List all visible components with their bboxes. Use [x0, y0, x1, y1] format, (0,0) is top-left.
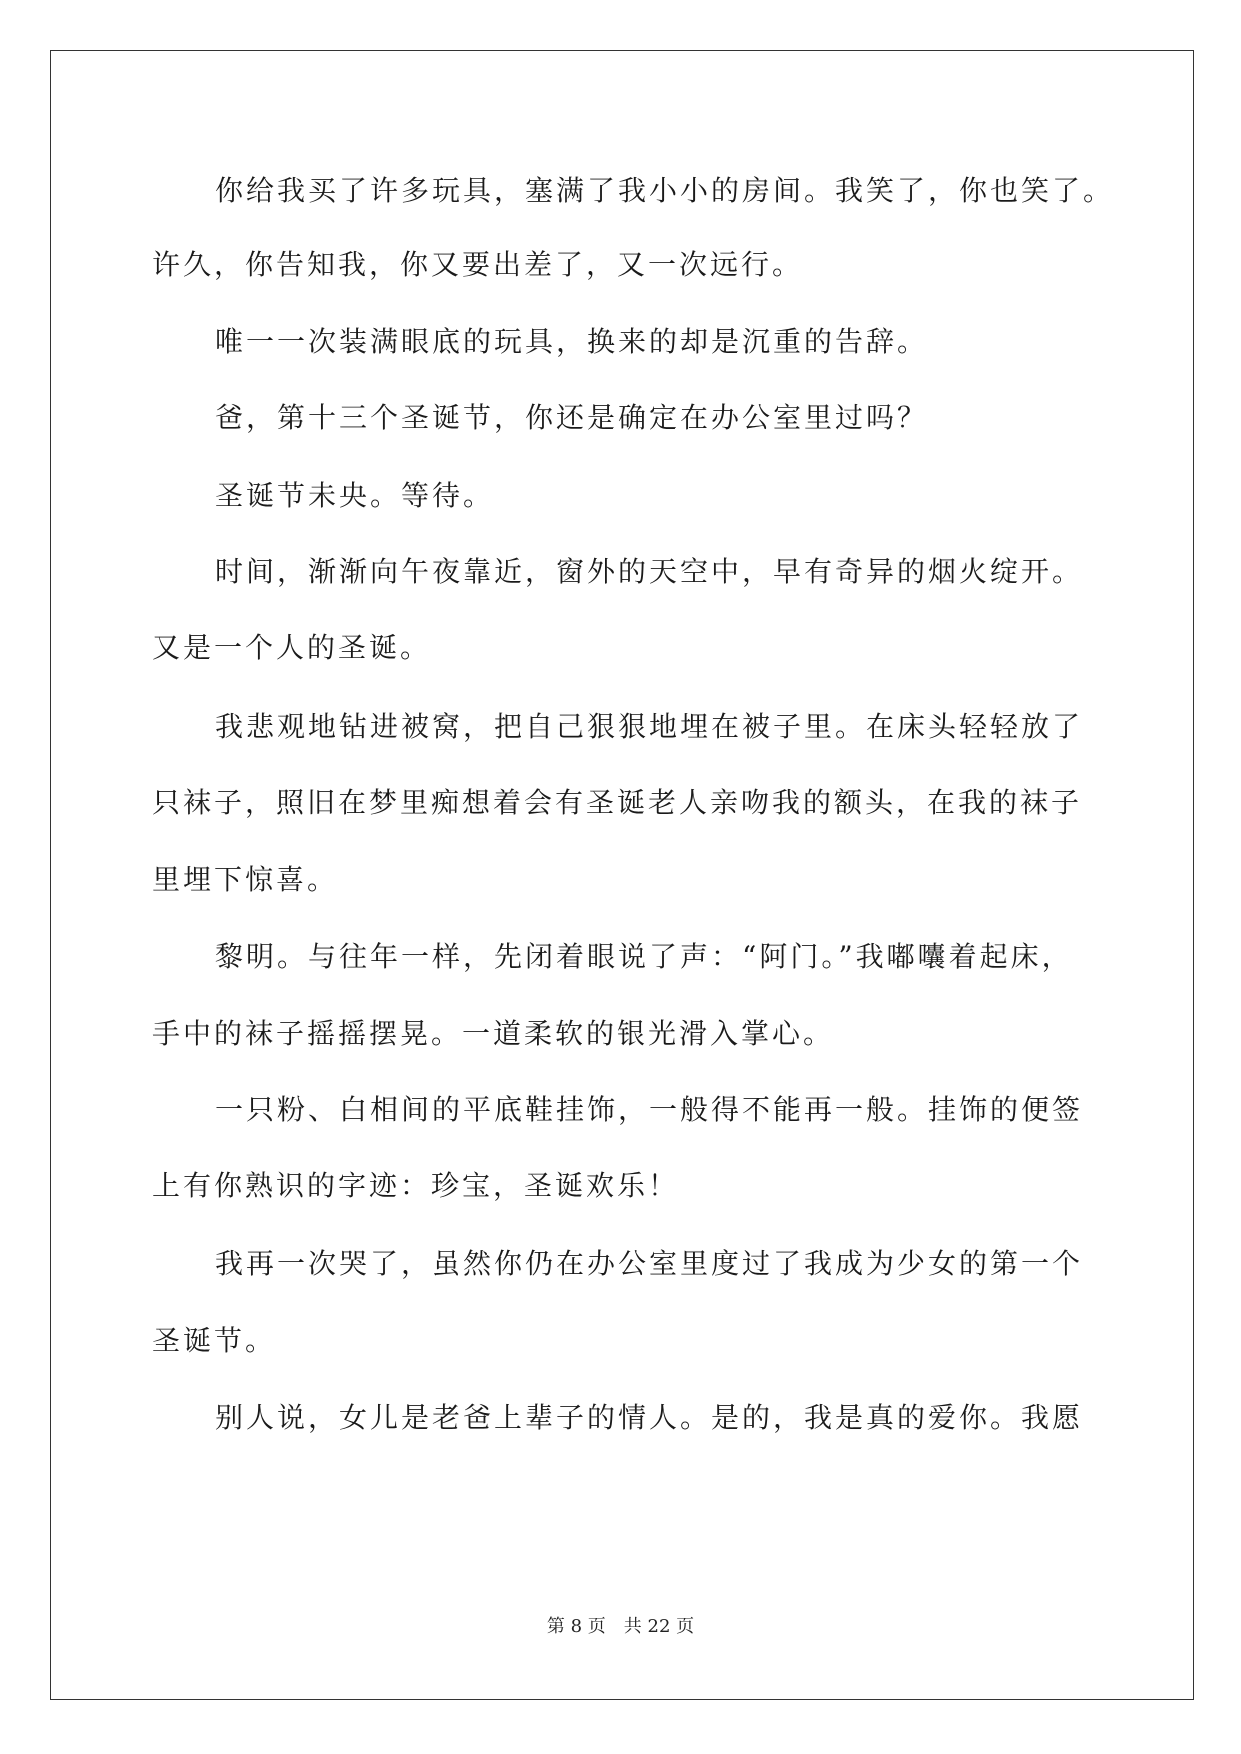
text-line: 我悲观地钻进被窝，把自己狠狠地埋在被子里。在床头轻轻放了 [215, 710, 1084, 743]
page-footer [0, 1615, 1241, 1639]
text-line: 许久，你告知我，你又要出差了，又一次远行。 [152, 248, 804, 281]
text-line: 只袜子，照旧在梦里痴想着会有圣诞老人亲吻我的额头，在我的袜子 [152, 786, 1083, 819]
text-line: 圣诞节未央。等待。 [215, 479, 495, 512]
text-line: 爸，第十三个圣诞节，你还是确定在办公室里过吗？ [215, 401, 929, 434]
text-line: 黎明。与往年一样，先闭着眼说了声：“阿门。”我嘟囔着起床， [215, 940, 1073, 973]
page-total: 共 22 页 [623, 1616, 695, 1637]
page-number: 第 8 页 [546, 1616, 606, 1637]
text-line: 圣诞节。 [152, 1324, 277, 1357]
text-line: 唯一一次装满眼底的玩具，换来的却是沉重的告辞。 [215, 325, 929, 358]
text-line: 上有你熟识的字迹：珍宝，圣诞欢乐！ [152, 1169, 680, 1202]
text-line: 又是一个人的圣诞。 [152, 631, 432, 664]
text-line: 别人说，女儿是老爸上辈子的情人。是的，我是真的爱你。我愿 [215, 1401, 1084, 1434]
text-line: 你给我买了许多玩具，塞满了我小小的房间。我笑了，你也笑了。 [215, 174, 1115, 207]
text-line: 里埋下惊喜。 [152, 863, 339, 896]
text-line: 一只粉、白相间的平底鞋挂饰，一般得不能再一般。挂饰的便签 [215, 1093, 1084, 1126]
text-line: 时间，渐渐向午夜靠近，窗外的天空中，早有奇异的烟火绽开。 [215, 555, 1084, 588]
text-line: 我再一次哭了，虽然你仍在办公室里度过了我成为少女的第一个 [215, 1247, 1084, 1280]
text-line: 手中的袜子摇摇摆晃。一道柔软的银光滑入掌心。 [152, 1017, 835, 1050]
